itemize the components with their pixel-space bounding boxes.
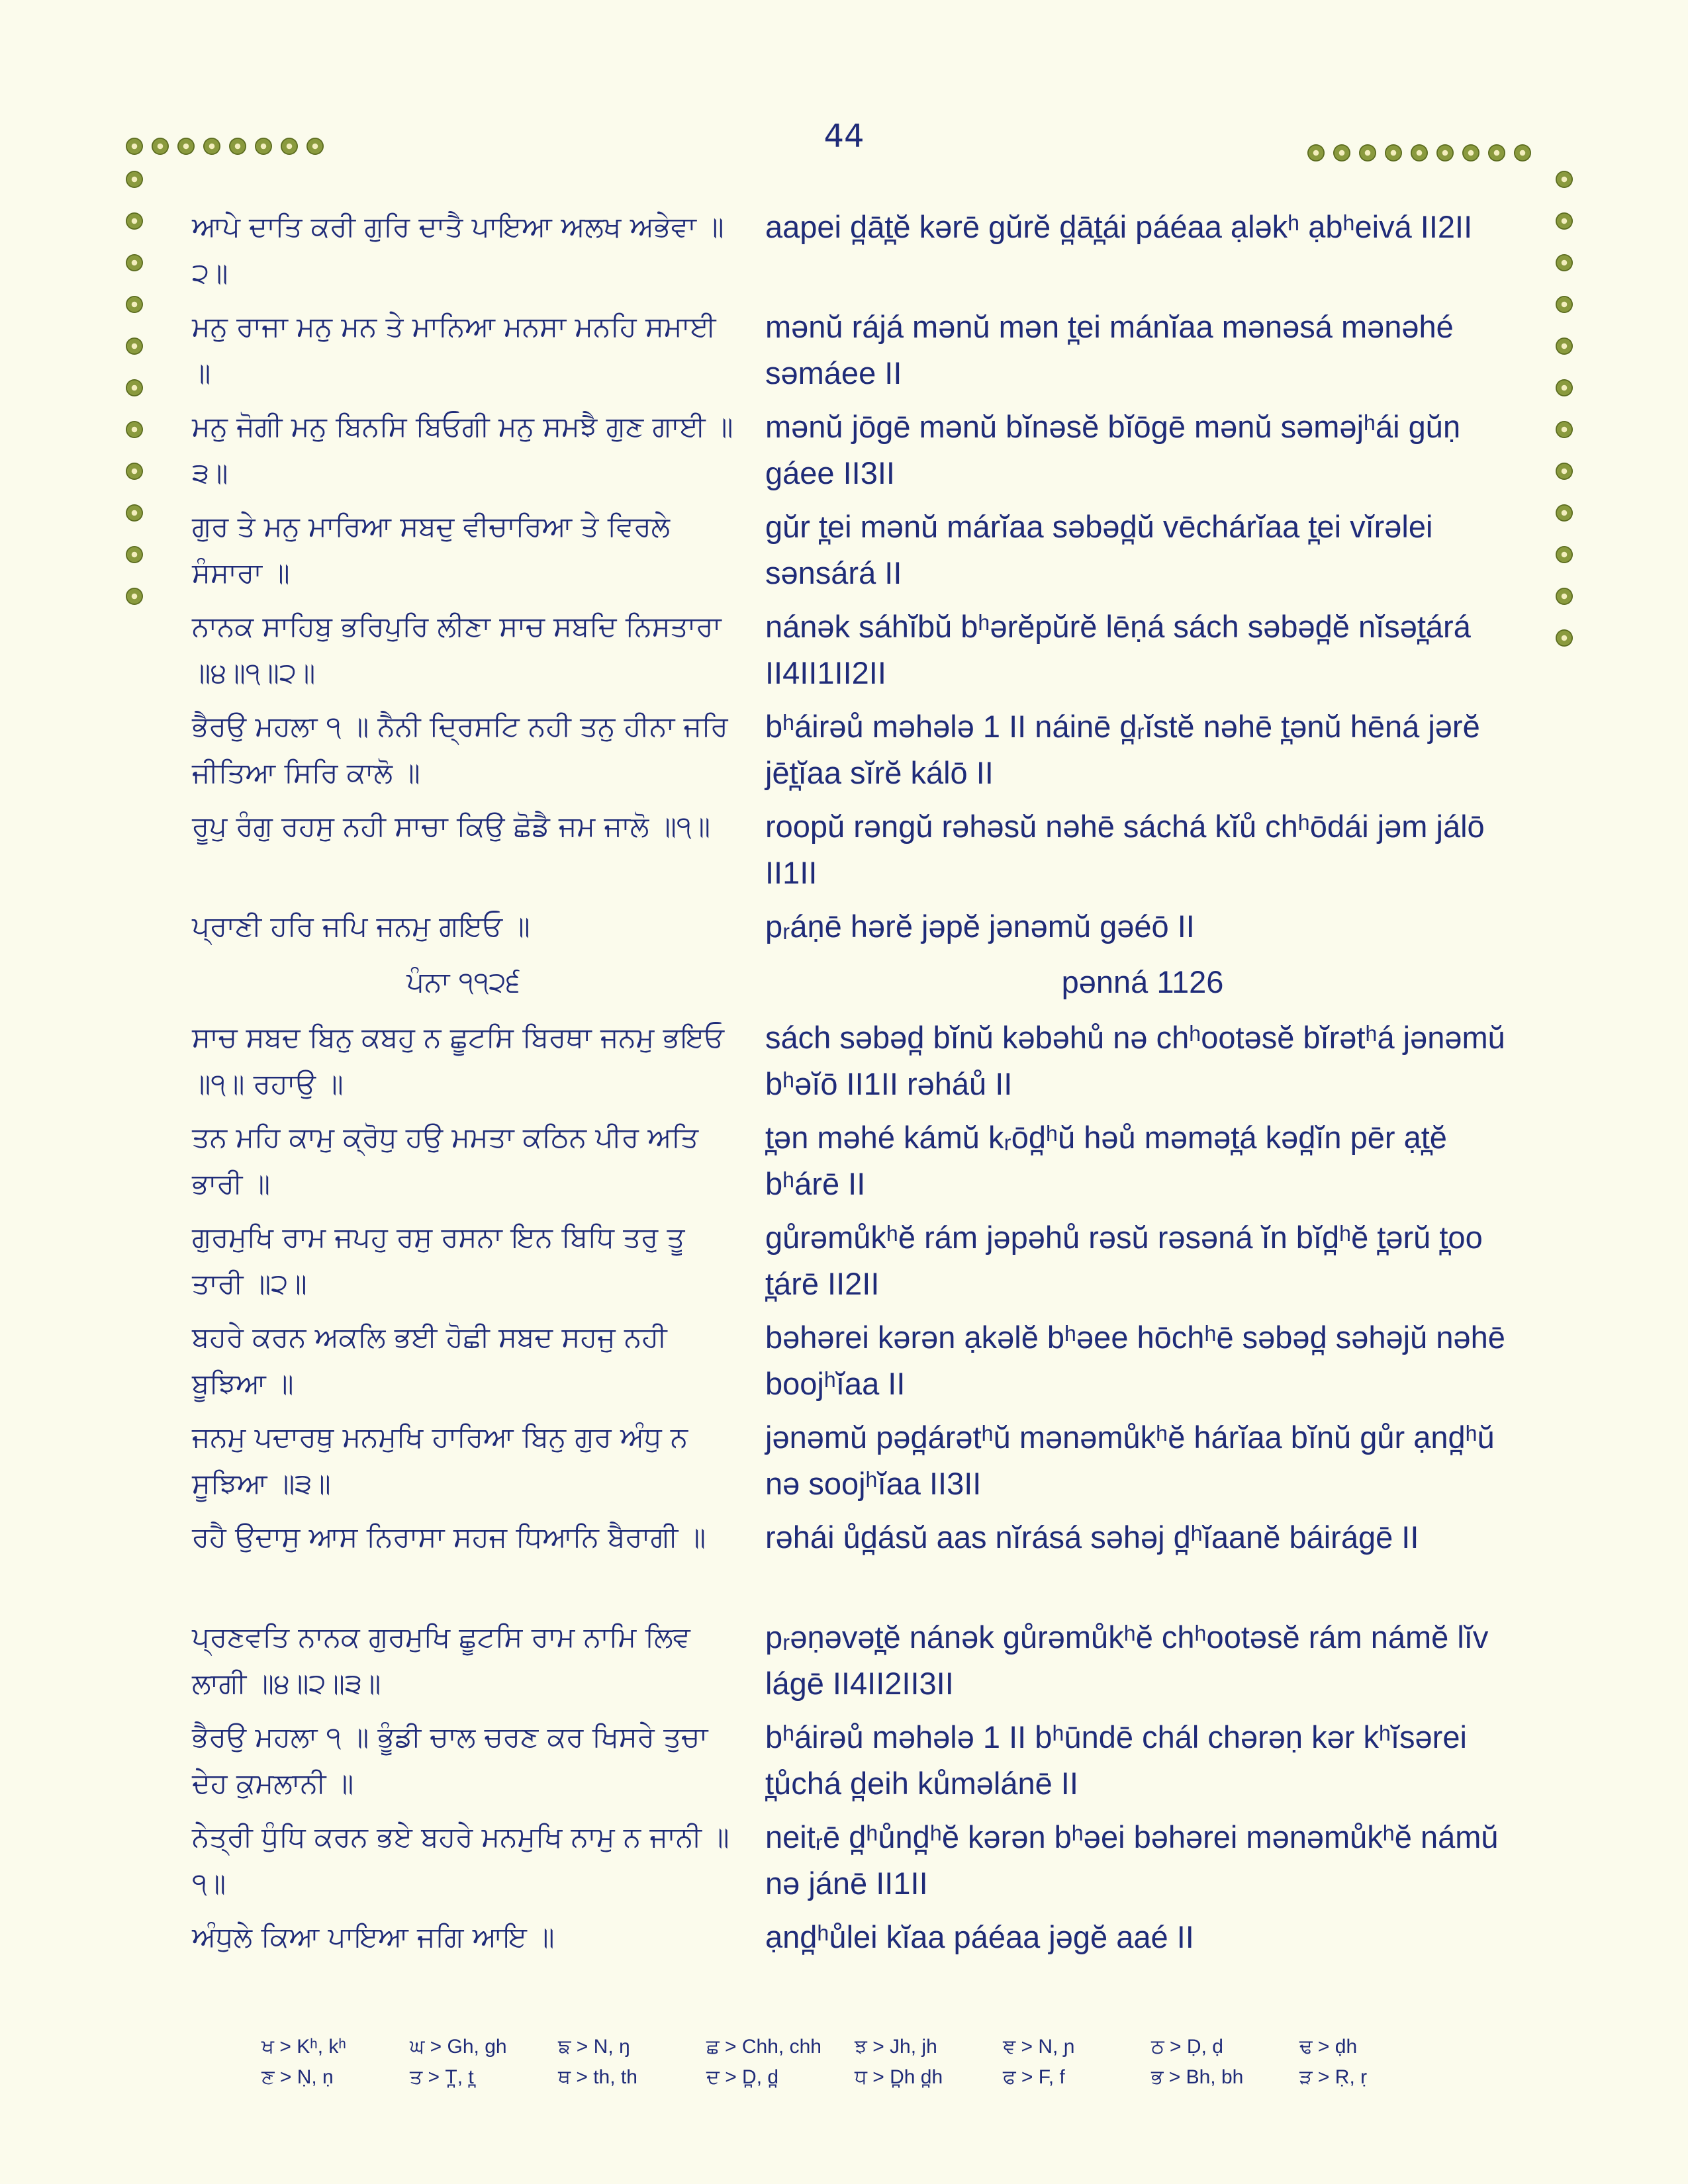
legend-entry: ਫ > F, f	[1003, 2066, 1065, 2088]
transliteration-text: gŭr t̪ei mənŭ márĭaa səbəd̪ŭ vēchárĭaa t̪ei vĭrəlei sənsárá II	[765, 509, 1433, 590]
ang-gurmukhi: ਪੰਨਾ ੧੧੨੬	[406, 966, 520, 998]
flower-icon	[1359, 144, 1376, 161]
transliteration-text: bəhərei kərən ạkəlĕ bʰəee hōchʰē səbəd̪ səhəjŭ nəhē boojʰĭaa II	[765, 1320, 1505, 1401]
flower-icon	[1307, 144, 1325, 161]
legend-entry: ਖ > Kʰ, kʰ	[261, 2036, 346, 2058]
transliteration-text: bʰáirəů məhələ 1 II náinē d̪ᵣĭstĕ nəhē t̪ənŭ hēná jərĕ jēt̪ĭaa sĭrĕ kálō II	[765, 709, 1480, 790]
transliteration-text: aapei d̪āt̪ĕ kərē gŭrĕ d̪āt̪ái páéaa ạləkʰ ạbʰeivá II2II	[765, 209, 1473, 244]
legend-entry: ਘ > Gh, gh	[410, 2036, 507, 2058]
verse-row	[0, 598, 1688, 696]
legend-entry: ਥ > th, th	[558, 2066, 637, 2088]
gurmukhi-text: ਅੰਧੁਲੇ ਕਿਆ ਪਾਇਆ ਜਗਿ ਆਇ ॥	[192, 1921, 555, 1953]
flower-icon	[1436, 144, 1454, 161]
gurmukhi-text: ਰੂਪੁ ਰੰਗੁ ਰਹਸੁ ਨਹੀ ਸਾਚਾ ਕਿਉ ਛੋਡੈ ਜਮ ਜਾਲੋ ॥੧॥	[192, 810, 711, 842]
verse-row	[0, 498, 1688, 596]
verse-row	[0, 199, 1688, 296]
legend-entry: ਭ > Bh, bh	[1151, 2066, 1244, 2088]
transliteration-text: sách səbəd̪ bĭnŭ kəbəhů nə chʰootəsĕ bĭrətʰá jənəmŭ bʰəĭō II1II rəháů II	[765, 1020, 1505, 1101]
gurmukhi-text: ਜਨਮੁ ਪਦਾਰਥੁ ਮਨਮੁਖਿ ਹਾਰਿਆ ਬਿਨੁ ਗੁਰ ਅੰਧੁ ਨ ਸੂਝਿਆ ॥੩॥	[192, 1421, 688, 1500]
flower-icon	[203, 138, 220, 155]
gurmukhi-text: ਬਹਰੇ ਕਰਨ ਅਕਲਿ ਭਈ ਹੋਛੀ ਸਬਦ ਸਹਜੁ ਨਹੀ ਬੂਝਿਆ ॥	[192, 1321, 667, 1400]
transliteration-text: nánək sáhĭbŭ bʰərĕpŭrĕ lēṇá sách səbəd̪ĕ nĭsət̪árá II4II1II2II	[765, 609, 1471, 690]
gurmukhi-text: ਭੈਰਉ ਮਹਲਾ ੧ ॥ ਭੂੰਡੀ ਚਾਲ ਚਰਣ ਕਰ ਖਿਸਰੇ ਤੁਚਾ ਦੇਹ ਕੁਮਲਾਨੀ ॥	[192, 1721, 708, 1799]
legend-entry: ਞ > N, ɲ	[1003, 2036, 1075, 2058]
legend-entry: ਣ > Ṇ, ṇ	[261, 2066, 334, 2088]
verse-row	[0, 698, 1688, 796]
flower-icon	[1333, 144, 1350, 161]
legend-entry: ਠ > Ḍ, ḍ	[1151, 2036, 1223, 2058]
verse-row	[0, 1209, 1688, 1307]
legend-entry: ਤ > T̪, t̪	[410, 2066, 474, 2088]
legend-entry: ਦ > D̪, d̪	[706, 2066, 779, 2088]
transliteration-text: ạnd̪ʰůlei kĭaa páéaa jəgĕ aaé II	[765, 1919, 1194, 1954]
verse-row	[0, 1009, 1688, 1107]
flower-icon	[126, 138, 143, 155]
verse-row	[0, 1409, 1688, 1507]
verse-row	[0, 1509, 1688, 1607]
gurmukhi-text: ਭੈਰਉ ਮਹਲਾ ੧ ॥ ਨੈਨੀ ਦ੍ਰਿਸਟਿ ਨਹੀ ਤਨੁ ਹੀਨਾ ਜਰਿ ਜੀਤਿਆ ਸਿਰਿ ਕਾਲੋ ॥	[192, 710, 728, 789]
gurmukhi-text: ਮਨੁ ਜੋਗੀ ਮਨੁ ਬਿਨਸਿ ਬਿਓਗੀ ਮਨੁ ਸਮਝੈ ਗੁਣ ਗਾਈ ॥੩॥	[192, 410, 733, 489]
flower-icon	[229, 138, 246, 155]
transliteration-text: neitᵣē d̪ʰůnd̪ʰĕ kərən bʰəei bəhərei mənəmůkʰĕ námŭ nə jánē II1II	[765, 1819, 1499, 1901]
gurmukhi-text: ਨਾਨਕ ਸਾਹਿਬੁ ਭਰਿਪੁਰਿ ਲੀਣਾ ਸਾਚ ਸਬਦਿ ਨਿਸਤਾਰਾ ॥੪॥੧॥੨॥	[192, 610, 722, 689]
transliteration-text: rəhái ůd̪ásŭ aas nĭrásá səhəj d̪ʰĭaanĕ báirágē II	[765, 1520, 1419, 1555]
flower-icon	[1514, 144, 1531, 161]
gurmukhi-text: ਗੁਰਮੁਖਿ ਰਾਮ ਜਪਹੁ ਰਸੁ ਰਸਨਾ ਇਨ ਬਿਧਿ ਤਰੁ ਤੂ ਤਾਰੀ ॥੨॥	[192, 1221, 685, 1300]
flower-icon	[152, 138, 169, 155]
gurmukhi-text: ਗੁਰ ਤੇ ਮਨੁ ਮਾਰਿਆ ਸਬਦੁ ਵੀਚਾਰਿਆ ਤੇ ਵਿਰਲੇ ਸੰਸਾਰਾ ॥	[192, 510, 671, 589]
flower-icon	[255, 138, 272, 155]
flower-icon	[1556, 171, 1573, 188]
transliteration-legend	[261, 2036, 1453, 2089]
flower-icon	[1488, 144, 1505, 161]
flower-icon	[1385, 144, 1402, 161]
gurmukhi-text: ਪ੍ਰਣਵਤਿ ਨਾਨਕ ਗੁਰਮੁਖਿ ਛੂਟਸਿ ਰਾਮ ਨਾਮਿ ਲਿਵ ਲਾਗੀ ॥੪॥੨॥੩॥	[192, 1621, 690, 1700]
verse-row	[0, 1809, 1688, 1907]
transliteration-text: mənŭ rájá mənŭ mən t̪ei mánĭaa mənəsá mənəhé səmáee II	[765, 309, 1454, 390]
transliteration-text: bʰáirəů məhələ 1 II bʰūndē chál chərəṇ kər kʰĭsərei t̪ůchá d̪eih kůməlánē II	[765, 1719, 1467, 1801]
gurmukhi-text: ਮਨੁ ਰਾਜਾ ਮਨੁ ਮਨ ਤੇ ਮਾਨਿਆ ਮਨਸਾ ਮਨਹਿ ਸਮਾਈ ॥	[192, 310, 716, 389]
transliteration-text: mənŭ jōgē mənŭ bĭnəsĕ bĭōgē mənŭ səməjʰái gŭṇ gáee II3II	[765, 409, 1461, 490]
flower-icon	[1411, 144, 1428, 161]
legend-entry: ਛ > Chh, chh	[706, 2036, 821, 2058]
flower-icon	[126, 171, 143, 188]
legend-entry: ਝ > Jh, jh	[855, 2036, 937, 2058]
gurmukhi-text: ਸਾਚ ਸਬਦ ਬਿਨੁ ਕਬਹੁ ਨ ਛੂਟਸਿ ਬਿਰਥਾ ਜਨਮੁ ਭਇਓ ॥੧॥ ਰਹਾਉ ॥	[192, 1021, 724, 1100]
verse-row	[0, 1309, 1688, 1407]
transliteration-text: pᵣəṇəvət̪ĕ nánək gůrəmůkʰĕ chʰootəsĕ rám námĕ lĭv lágē II4II2II3II	[765, 1619, 1489, 1701]
gurmukhi-text: ਨੇਤ੍ਰੀ ਧੁੰਧਿ ਕਰਨ ਭਏ ਬਹਰੇ ਮਨਮੁਖਿ ਨਾਮੁ ਨ ਜਾਨੀ ॥੧॥	[192, 1821, 729, 1899]
legend-entry: ਙ > N, ŋ	[558, 2036, 630, 2058]
transliteration-text: roopŭ rəngŭ rəhəsŭ nəhē sáchá kĭů chʰōdái jəm jálō II1II	[765, 809, 1485, 890]
gurmukhi-text: ਆਪੇ ਦਾਤਿ ਕਰੀ ਗੁਰਿ ਦਾਤੈ ਪਾਇਆ ਅਲਖ ਅਭੇਵਾ ॥੨॥	[192, 210, 724, 289]
verse-row	[0, 1109, 1688, 1207]
verse-row	[0, 798, 1688, 896]
verse-row	[0, 1709, 1688, 1807]
legend-entry: ਧ > D̪h d̪h	[855, 2066, 943, 2088]
flower-icon	[281, 138, 298, 155]
legend-entry: ੜ > Ṛ, ṛ	[1299, 2066, 1368, 2088]
verse-row	[0, 298, 1688, 396]
transliteration-text: t̪ən məhé kámŭ kᵣōd̪ʰŭ həů məmət̪á kəd̪ĭn pēr ạt̪ĕ bʰárē II	[765, 1120, 1447, 1201]
gurmukhi-text: ਪ੍ਰਾਣੀ ਹਰਿ ਜਪਿ ਜਨਮੁ ਗਇਓ ॥	[192, 910, 530, 942]
transliteration-text: pᵣáṇē hərĕ jəpĕ jənəmŭ gəéō II	[765, 909, 1195, 944]
page-number: 44	[823, 118, 865, 155]
legend-entry: ਢ > ḍh	[1299, 2036, 1358, 2058]
verse-row	[0, 398, 1688, 496]
gurmukhi-text: ਰਹੈ ਉਦਾਸੁ ਆਸ ਨਿਰਾਸਾ ਸਹਜ ਧਿਆਨਿ ਬੈਰਾਗੀ ॥	[192, 1521, 706, 1553]
transliteration-text: gůrəmůkʰĕ rám jəpəhů rəsŭ rəsəná ĭn bĭd̪ʰĕ t̪ərŭ t̪oo t̪árē II2II	[765, 1220, 1483, 1301]
gurmukhi-text: ਤਨ ਮਹਿ ਕਾਮੁ ਕ੍ਰੋਧੁ ਹਉ ਮਮਤਾ ਕਠਿਨ ਪੀਰ ਅਤਿ ਭਾਰੀ ॥	[192, 1121, 698, 1200]
flower-icon	[306, 138, 324, 155]
flower-icon	[1462, 144, 1479, 161]
ang-transliteration: pənná 1126	[1061, 964, 1224, 999]
transliteration-text: jənəmŭ pəd̪árətʰŭ mənəmůkʰĕ hárĭaa bĭnŭ gůr ạnd̪ʰŭ nə soojʰĭaa II3II	[765, 1420, 1495, 1501]
page-ang-label	[0, 954, 1688, 1007]
verse-row	[0, 1909, 1688, 2007]
verse-row	[0, 1609, 1688, 1707]
flower-icon	[177, 138, 195, 155]
